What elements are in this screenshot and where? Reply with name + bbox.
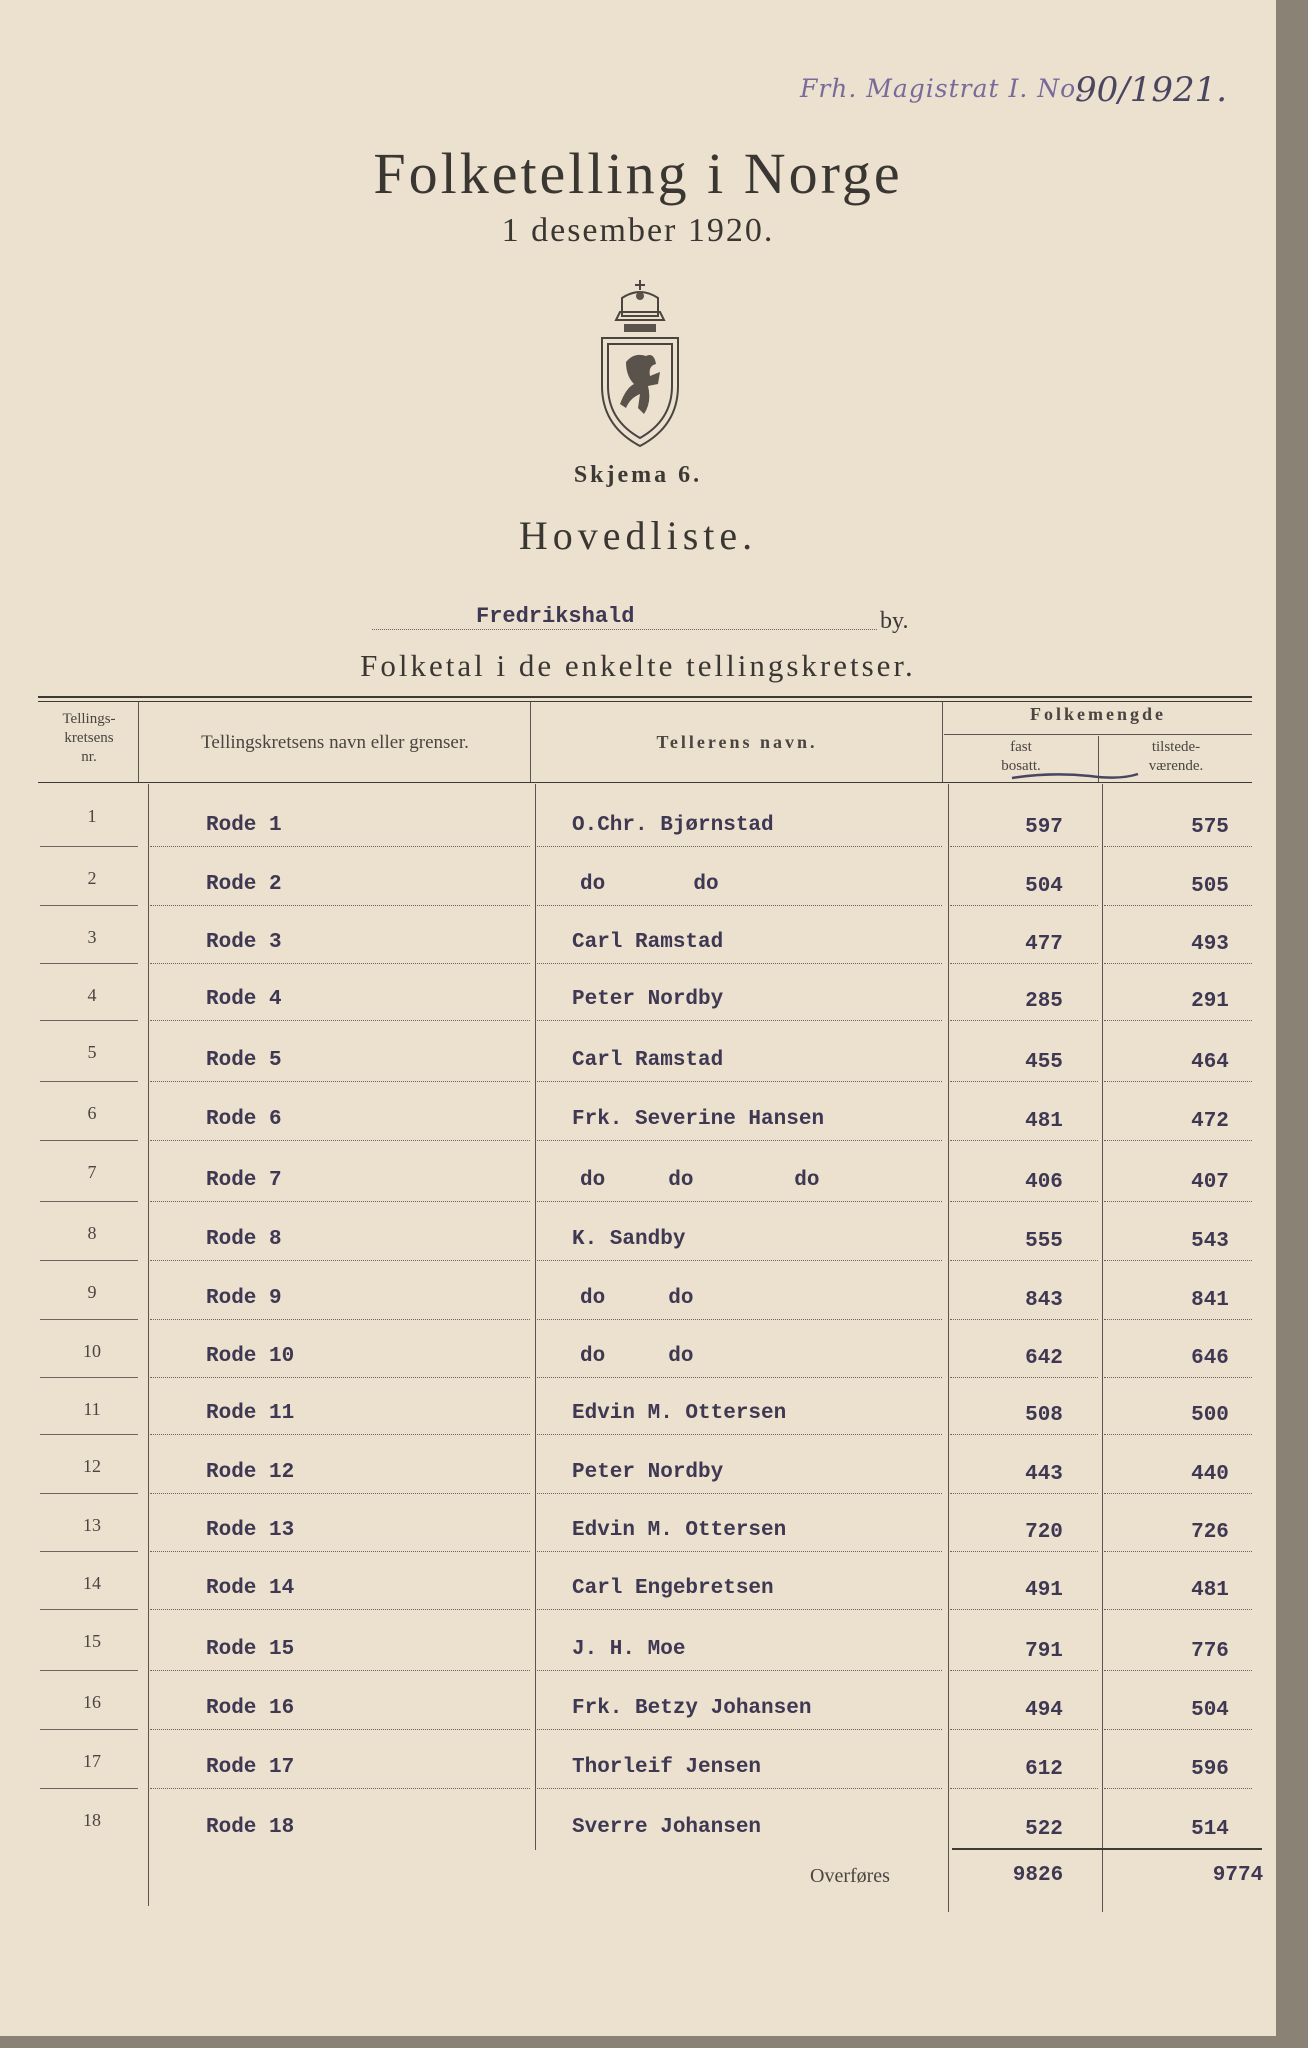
row-teller-name: Peter Nordby xyxy=(572,988,724,1011)
row-number: 10 xyxy=(83,1341,101,1361)
row-divider xyxy=(950,1260,1098,1261)
row-divider xyxy=(950,1729,1098,1730)
row-divider xyxy=(1104,1260,1252,1261)
row-divider xyxy=(150,1434,530,1435)
row-number: 5 xyxy=(87,1042,97,1062)
row-fast-bosatt: 612 xyxy=(1025,1758,1063,1781)
row-divider xyxy=(1104,905,1252,906)
row-district-name: Rode 1 xyxy=(206,814,282,837)
row-divider xyxy=(537,1493,942,1494)
row-divider xyxy=(537,1551,942,1552)
row-divider xyxy=(40,1788,138,1789)
row-divider xyxy=(537,1201,942,1202)
row-tilstedevaerende: 505 xyxy=(1191,875,1229,898)
row-divider xyxy=(1104,1081,1252,1082)
header-name: Tellingskretsens navn eller grenser. xyxy=(201,732,469,753)
row-tilstedevaerende: 543 xyxy=(1191,1230,1229,1253)
row-divider xyxy=(537,1729,942,1730)
row-number: 3 xyxy=(87,927,97,947)
row-teller-name: O.Chr. Bjørnstad xyxy=(572,814,774,837)
row-teller-name: Sverre Johansen xyxy=(572,1816,762,1839)
row-district-name: Rode 13 xyxy=(206,1519,295,1542)
header-pencil-mark xyxy=(1010,770,1140,784)
row-divider xyxy=(537,1434,942,1435)
header-nr: Tellings- kretsens nr. xyxy=(62,711,116,765)
row-fast-bosatt: 642 xyxy=(1025,1347,1063,1370)
row-number: 12 xyxy=(83,1456,101,1476)
section-title: Folketal i de enkelte tellingskretser. xyxy=(360,648,916,683)
city-suffix: by. xyxy=(880,608,909,634)
row-fast-bosatt: 455 xyxy=(1025,1051,1063,1074)
row-fast-bosatt: 494 xyxy=(1025,1699,1063,1722)
row-divider xyxy=(1104,1551,1252,1552)
row-divider xyxy=(150,846,530,847)
row-tilstedevaerende: 407 xyxy=(1191,1171,1229,1194)
row-district-name: Rode 8 xyxy=(206,1228,282,1251)
row-divider xyxy=(950,1788,1098,1789)
row-divider xyxy=(950,1319,1098,1320)
row-divider xyxy=(537,1609,942,1610)
overfores-label: Overføres xyxy=(810,1865,890,1887)
col-divider-1b xyxy=(148,784,149,1906)
row-fast-bosatt: 481 xyxy=(1025,1110,1063,1133)
row-district-name: Rode 10 xyxy=(206,1345,295,1368)
header-folkemengde: Folkemengde xyxy=(1030,704,1166,724)
row-tilstedevaerende: 646 xyxy=(1191,1347,1229,1370)
row-divider xyxy=(150,905,530,906)
row-divider xyxy=(40,1201,138,1202)
row-divider xyxy=(950,1493,1098,1494)
row-divider xyxy=(950,1377,1098,1378)
row-divider xyxy=(40,846,138,847)
page-subtitle: 1 desember 1920. xyxy=(501,212,775,249)
row-divider xyxy=(950,905,1098,906)
row-tilstedevaerende: 514 xyxy=(1191,1818,1229,1841)
row-teller-name: Frk. Betzy Johansen xyxy=(572,1697,812,1720)
row-divider xyxy=(1104,1609,1252,1610)
magistrate-stamp: Frh. Magistrat I. No. xyxy=(800,74,1085,103)
row-divider xyxy=(40,1377,138,1378)
row-number: 18 xyxy=(83,1810,101,1830)
row-district-name: Rode 15 xyxy=(206,1638,295,1661)
row-district-name: Rode 6 xyxy=(206,1108,282,1131)
row-divider xyxy=(950,1670,1098,1671)
row-divider xyxy=(150,1081,530,1082)
row-divider xyxy=(40,1434,138,1435)
row-divider xyxy=(40,1081,138,1082)
row-district-name: Rode 2 xyxy=(206,873,282,896)
row-divider xyxy=(40,1551,138,1552)
row-teller-name: Edvin M. Ottersen xyxy=(572,1519,787,1542)
row-teller-name: do do do xyxy=(580,1169,820,1192)
row-tilstedevaerende: 291 xyxy=(1191,990,1229,1013)
row-divider xyxy=(40,1140,138,1141)
row-teller-name: Carl Engebretsen xyxy=(572,1577,774,1600)
row-fast-bosatt: 406 xyxy=(1025,1171,1063,1194)
row-fast-bosatt: 504 xyxy=(1025,875,1063,898)
row-teller-name: J. H. Moe xyxy=(572,1638,686,1661)
row-divider xyxy=(950,963,1098,964)
row-divider xyxy=(1104,1319,1252,1320)
header-teller: Tellerens navn. xyxy=(656,732,818,752)
row-number: 17 xyxy=(83,1751,101,1771)
row-fast-bosatt: 597 xyxy=(1025,816,1063,839)
row-divider xyxy=(150,1493,530,1494)
row-divider xyxy=(1104,846,1252,847)
row-divider xyxy=(1104,963,1252,964)
row-divider xyxy=(150,1201,530,1202)
main-heading: Hovedliste. xyxy=(518,513,758,558)
row-teller-name: do do xyxy=(580,1345,694,1368)
row-divider xyxy=(150,1260,530,1261)
row-divider xyxy=(537,1081,942,1082)
row-divider xyxy=(150,1377,530,1378)
row-divider xyxy=(150,1140,530,1141)
row-divider xyxy=(40,1670,138,1671)
row-teller-name: K. Sandby xyxy=(572,1228,686,1251)
row-divider xyxy=(537,1788,942,1789)
row-district-name: Rode 3 xyxy=(206,931,282,954)
total-tilst: 9774 xyxy=(1212,1864,1264,1887)
row-divider xyxy=(950,1201,1098,1202)
row-divider xyxy=(40,905,138,906)
row-divider xyxy=(150,1020,530,1021)
row-fast-bosatt: 508 xyxy=(1025,1404,1063,1427)
row-fast-bosatt: 522 xyxy=(1025,1818,1063,1841)
row-divider xyxy=(1104,1434,1252,1435)
row-divider xyxy=(950,1434,1098,1435)
row-number: 16 xyxy=(83,1692,101,1712)
row-divider xyxy=(950,1020,1098,1021)
row-number: 4 xyxy=(87,985,97,1005)
row-number: 13 xyxy=(83,1515,101,1535)
row-district-name: Rode 12 xyxy=(206,1461,295,1484)
row-tilstedevaerende: 481 xyxy=(1191,1579,1229,1602)
row-divider xyxy=(950,1081,1098,1082)
row-district-name: Rode 5 xyxy=(206,1049,282,1072)
row-district-name: Rode 18 xyxy=(206,1816,295,1839)
row-teller-name: Peter Nordby xyxy=(572,1461,724,1484)
row-district-name: Rode 11 xyxy=(206,1402,295,1425)
row-tilstedevaerende: 776 xyxy=(1191,1640,1229,1663)
row-number: 2 xyxy=(87,868,97,888)
row-tilstedevaerende: 726 xyxy=(1191,1521,1229,1544)
row-divider xyxy=(537,905,942,906)
row-divider xyxy=(1104,1377,1252,1378)
row-tilstedevaerende: 493 xyxy=(1191,933,1229,956)
table-top-rule xyxy=(38,696,1252,698)
row-tilstedevaerende: 464 xyxy=(1191,1051,1229,1074)
total-fast: 9826 xyxy=(1012,1864,1064,1887)
table-top-rule-thin xyxy=(38,701,1252,702)
row-divider xyxy=(950,1140,1098,1141)
row-divider xyxy=(150,1319,530,1320)
row-divider xyxy=(1104,1670,1252,1671)
row-fast-bosatt: 720 xyxy=(1025,1521,1063,1544)
row-fast-bosatt: 555 xyxy=(1025,1230,1063,1253)
col-divider-3b xyxy=(948,784,949,1912)
row-divider xyxy=(150,1670,530,1671)
schema-label: Skjema 6. xyxy=(573,462,703,488)
row-divider xyxy=(950,1609,1098,1610)
col-divider-2b xyxy=(535,784,536,1850)
folkemengde-rule xyxy=(944,734,1252,735)
row-district-name: Rode 17 xyxy=(206,1756,295,1779)
row-divider xyxy=(537,1670,942,1671)
row-district-name: Rode 4 xyxy=(206,988,282,1011)
row-divider xyxy=(150,963,530,964)
row-tilstedevaerende: 596 xyxy=(1191,1758,1229,1781)
row-number: 11 xyxy=(83,1399,101,1419)
row-divider xyxy=(40,1020,138,1021)
row-tilstedevaerende: 472 xyxy=(1191,1110,1229,1133)
row-number: 1 xyxy=(87,806,97,826)
stamp-handwritten-number: 90/1921. xyxy=(1075,70,1228,110)
row-number: 8 xyxy=(87,1223,97,1243)
row-tilstedevaerende: 500 xyxy=(1191,1404,1229,1427)
row-divider xyxy=(40,1319,138,1320)
row-number: 15 xyxy=(83,1631,101,1651)
row-divider xyxy=(40,1260,138,1261)
row-tilstedevaerende: 440 xyxy=(1191,1463,1229,1486)
row-tilstedevaerende: 841 xyxy=(1191,1289,1229,1312)
row-divider xyxy=(150,1609,530,1610)
row-tilstedevaerende: 575 xyxy=(1191,816,1229,839)
row-fast-bosatt: 843 xyxy=(1025,1289,1063,1312)
row-teller-name: do do xyxy=(580,873,719,896)
header-fast: fast bosatt. xyxy=(1001,739,1041,774)
row-fast-bosatt: 443 xyxy=(1025,1463,1063,1486)
row-teller-name: Edvin M. Ottersen xyxy=(572,1402,787,1425)
row-teller-name: Frk. Severine Hansen xyxy=(572,1108,825,1131)
row-number: 6 xyxy=(87,1103,97,1123)
row-divider xyxy=(537,1020,942,1021)
row-divider xyxy=(40,963,138,964)
total-rule xyxy=(952,1848,1262,1850)
row-teller-name: Carl Ramstad xyxy=(572,931,724,954)
row-fast-bosatt: 491 xyxy=(1025,1579,1063,1602)
row-divider xyxy=(150,1729,530,1730)
row-divider xyxy=(1104,1140,1252,1141)
row-tilstedevaerende: 504 xyxy=(1191,1699,1229,1722)
row-divider xyxy=(537,1319,942,1320)
row-fast-bosatt: 477 xyxy=(1025,933,1063,956)
row-district-name: Rode 9 xyxy=(206,1287,282,1310)
row-divider xyxy=(1104,1020,1252,1021)
row-number: 14 xyxy=(83,1573,101,1593)
row-divider xyxy=(40,1609,138,1610)
row-teller-name: do do xyxy=(580,1287,694,1310)
row-divider xyxy=(1104,1201,1252,1202)
row-divider xyxy=(537,1140,942,1141)
row-divider xyxy=(537,1377,942,1378)
page-title: Folketelling i Norge xyxy=(373,141,903,206)
city-name: Fredrikshald xyxy=(476,604,635,629)
row-teller-name: Thorleif Jensen xyxy=(572,1756,762,1779)
row-divider xyxy=(1104,1493,1252,1494)
col-divider-2 xyxy=(530,702,531,782)
row-divider xyxy=(537,963,942,964)
row-divider xyxy=(1104,1729,1252,1730)
row-divider xyxy=(40,1729,138,1730)
row-divider xyxy=(950,846,1098,847)
row-number: 9 xyxy=(87,1282,97,1302)
row-divider xyxy=(150,1788,530,1789)
row-fast-bosatt: 285 xyxy=(1025,990,1063,1013)
row-number: 7 xyxy=(87,1162,97,1182)
row-district-name: Rode 7 xyxy=(206,1169,282,1192)
row-divider xyxy=(1104,1788,1252,1789)
row-divider xyxy=(537,1260,942,1261)
row-teller-name: Carl Ramstad xyxy=(572,1049,724,1072)
row-district-name: Rode 16 xyxy=(206,1697,295,1720)
row-divider xyxy=(150,1551,530,1552)
coat-of-arms-icon xyxy=(590,276,690,461)
col-divider-3 xyxy=(942,702,943,782)
row-divider xyxy=(40,1493,138,1494)
row-fast-bosatt: 791 xyxy=(1025,1640,1063,1663)
col-divider-1 xyxy=(138,702,139,782)
row-divider xyxy=(537,846,942,847)
row-district-name: Rode 14 xyxy=(206,1577,295,1600)
header-tilst: tilstede- værende. xyxy=(1148,739,1204,774)
row-divider xyxy=(950,1551,1098,1552)
